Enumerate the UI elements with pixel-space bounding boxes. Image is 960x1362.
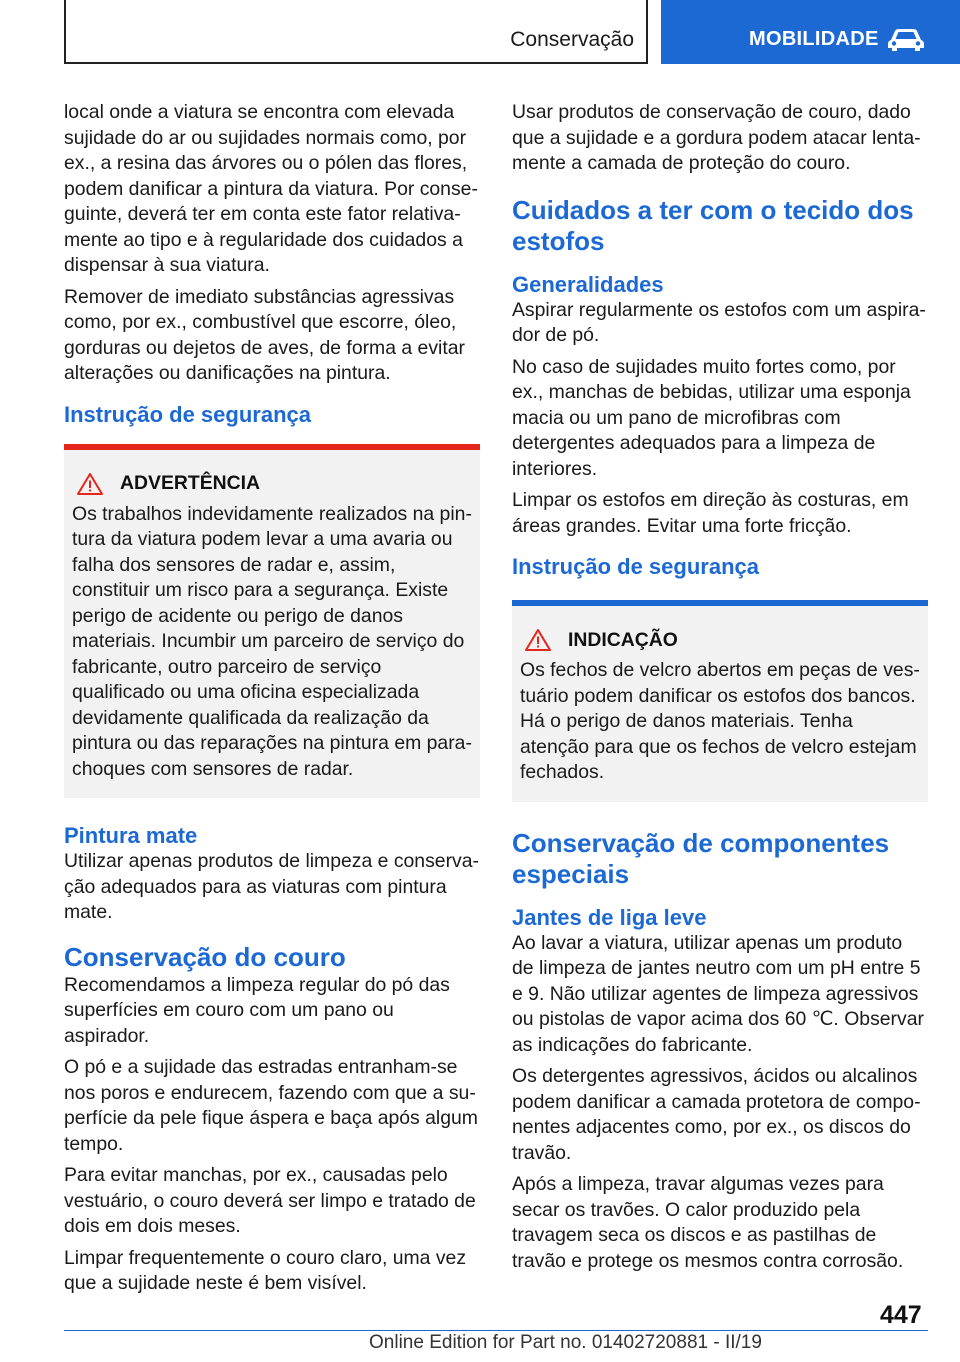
footer-divider bbox=[64, 1330, 864, 1331]
paragraph: Recomendamos a limpeza regular do pó das superfícies em couro com um pano ou aspirador. bbox=[64, 973, 450, 1047]
footer-divider bbox=[864, 1330, 928, 1331]
heading-components: Conservação de componentes especiais bbox=[512, 827, 890, 889]
paragraph: Após a limpeza, travar algumas vezes para secar os travões. O calor produzido pela travagem seca os discos e as pastilhas de travão e protege os mesmos contra corrosão. bbox=[512, 1173, 904, 1272]
paragraph: Limpar os estofos em direção às costuras, em áreas grandes. Evitar uma forte fricção. bbox=[512, 489, 909, 537]
paragraph: Limpar frequentemente o couro claro, uma vez que a sujidade neste é bem visível. bbox=[64, 1246, 467, 1294]
heading-safety: Instrução de segurança bbox=[512, 554, 759, 579]
page-number: 447 bbox=[880, 1301, 922, 1329]
paragraph: Para evitar manchas, por ex., causadas pelo vestuário, o couro deverá ser limpo e tratado de dois em dois meses. bbox=[64, 1164, 476, 1237]
paragraph: Aspirar regularmente os estofos com um aspirador de pó. bbox=[512, 298, 926, 346]
notice-box bbox=[512, 600, 928, 802]
heading-matte: Pintura mate bbox=[64, 823, 198, 848]
warning-triangle-icon bbox=[76, 472, 104, 496]
paragraph: Remover de imediato substâncias agressivas como, por ex., combustível que escorre, óleo, gorduras ou dejetos de aves, de forma a evitar alterações ou danificações na pintura. bbox=[64, 285, 465, 384]
warning-box bbox=[64, 444, 480, 799]
paragraph: No caso de sujidades muito fortes como, por ex., manchas de bebidas, utilizar uma esponja macia ou um pano de microfibras com detergentes adequados para a limpeza de interiores. bbox=[512, 355, 911, 480]
warning-triangle-icon bbox=[524, 628, 552, 652]
warning-label: ADVERTÊNCIA bbox=[120, 472, 261, 494]
header-section-box bbox=[64, 0, 648, 64]
paragraph: Utilizar apenas produtos de limpeza e conservação adequados para as viaturas com pintura mate. bbox=[64, 850, 479, 923]
heading-safety: Instrução de segurança bbox=[64, 401, 311, 427]
heading-fabric: Cuidados a ter com o tecido dos estofos bbox=[512, 194, 914, 256]
section-title: Conservação bbox=[510, 28, 634, 51]
heading-general: Generalidades bbox=[512, 271, 664, 297]
warning-text: Os trabalhos indevidamente realizados na pintura da viatura podem levar a uma avaria ou falha dos sensores de radar e, assim, constituir um risco para a segurança. Existe perigo de acidente ou perigo de danos materiais. Incumbir um parceiro de serviço do fabricante, outro parceiro de serviço qualificado ou uma oficina especializada devidamente qualificada da realização da pintura ou das reparações na pintura em para-choques com sensores de radar. bbox=[72, 502, 472, 780]
notice-text: Os fechos de velcro abertos em peças de vestuário podem danificar os estofos dos bancos. Há o perigo de danos materiais. Tenha atenção para que os fechos de velcro estejam fechados. bbox=[520, 659, 920, 783]
heading-leather: Conservação do couro bbox=[64, 941, 346, 972]
chapter-tab-label: MOBILIDADE bbox=[749, 28, 879, 50]
left-column bbox=[64, 100, 480, 1303]
heading-wheels: Jantes de liga leve bbox=[512, 904, 707, 930]
paragraph: O pó e a sujidade das estradas entranham-se nos poros e endurecem, fazendo com que a superfície da pele fique áspera e baça após algum tempo. bbox=[64, 1056, 478, 1155]
paragraph: Os detergentes agressivos, ácidos ou alcalinos podem danificar a camada protetora de componentes adjacentes como, por ex., os discos do travão. bbox=[512, 1065, 921, 1164]
car-icon bbox=[886, 26, 926, 52]
edition-text: Online Edition for Part no. 01402720881 - II/19 bbox=[369, 1332, 762, 1353]
right-column bbox=[512, 100, 928, 1280]
paragraph: Ao lavar a viatura, utilizar apenas um produto de limpeza de jantes neutro com um pH entre 5 e 9. Não utilizar agentes de limpeza agressivos ou pistolas de vapor acima dos 60 ℃. Observar as indicações do fabricante. bbox=[512, 931, 924, 1056]
chapter-tab[interactable] bbox=[661, 0, 960, 64]
paragraph: Usar produtos de conservação de couro, dado que a sujidade e a gordura podem atacar lentamente a camada de proteção do couro. bbox=[512, 101, 921, 174]
paragraph: local onde a viatura se encontra com elevada sujidade do ar ou sujidades normais como, por ex., a resina das árvores ou o pólen das flores, podem danificar a pintura da viatura. Por conseguinte, deverá ter em conta este fator relativamente ao tipo e à regularidade dos cuidados a dispensar à sua viatura. bbox=[64, 101, 478, 276]
notice-label: INDICAÇÃO bbox=[568, 628, 678, 651]
